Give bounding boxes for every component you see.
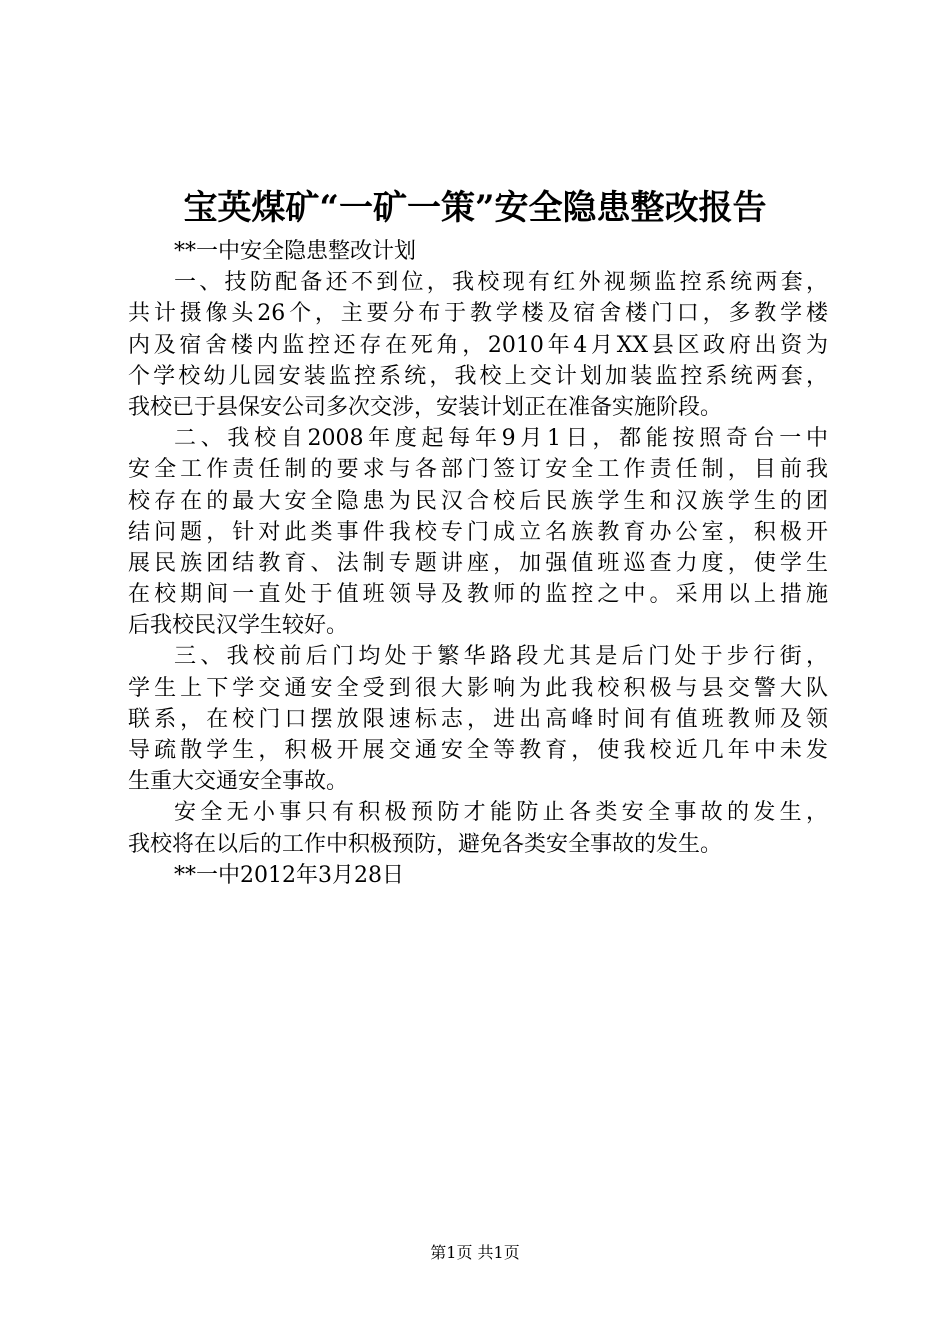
paragraph-2-line: 校存在的最大安全隐患为民汉合校后民族学生和汉族学生的团	[128, 488, 828, 514]
paragraph-2-line: 安全工作责任制的要求与各部门签订安全工作责任制，目前我	[128, 457, 828, 483]
paragraph-2-line: 后我校民汉学生较好。	[128, 613, 349, 639]
paragraph-3-line: 导疏散学生，积极开展交通安全等教育，使我校近几年中未发	[128, 738, 828, 763]
document-title: 宝英煤矿“一矿一策”安全隐患整改报告	[183, 188, 767, 228]
paragraph-1-line: 共计摄像头26个，主要分布于教学楼及宿舍楼门口，多教学楼	[128, 301, 828, 327]
paragraph-2-line: 结问题，针对此类事件我校专门成立名族教育办公室，积极开	[128, 519, 828, 545]
page-footer: 第1页 共1页	[430, 1243, 520, 1262]
plan-heading: **一中安全隐患整改计划	[174, 239, 417, 264]
paragraph-1-line: 内及宿舍楼内监控还存在死角，2010年4月XX县区政府出资为	[128, 332, 828, 358]
document-body	[128, 236, 828, 891]
paragraph-2-line: 在校期间一直处于值班领导及教师的监控之中。采用以上措施	[128, 582, 828, 608]
paragraph-4-line: 安全无小事只有积极预防才能防止各类安全事故的发生，	[174, 800, 828, 826]
paragraph-1-line: 一、技防配备还不到位，我校现有红外视频监控系统两套，	[174, 270, 828, 296]
paragraph-2-line: 展民族团结教育、法制专题讲座，加强值班巡查力度，使学生	[128, 550, 828, 576]
paragraph-3-line: 联系，在校门口摆放限速标志，进出高峰时间有值班教师及领	[128, 706, 828, 732]
paragraph-4-line: 我校将在以后的工作中积极预防，避免各类安全事故的发生。	[128, 831, 723, 857]
paragraph-3-line: 三、我校前后门均处于繁华路段尤其是后门处于步行街，	[174, 644, 828, 670]
paragraph-2-line: 二、我校自2008年度起每年9月1日，都能按照奇台一中	[174, 426, 828, 452]
signature-date: **一中2012年3月28日	[174, 862, 404, 888]
paragraph-1-line: 我校已于县保安公司多次交涉，安装计划正在准备实施阶段。	[128, 394, 723, 420]
paragraph-3-line: 生重大交通安全事故。	[128, 769, 349, 795]
paragraph-1-line: 个学校幼儿园安装监控系统，我校上交计划加装监控系统两套，	[128, 363, 828, 389]
paragraph-3-line: 学生上下学交通安全受到很大影响为此我校积极与县交警大队	[128, 675, 828, 701]
